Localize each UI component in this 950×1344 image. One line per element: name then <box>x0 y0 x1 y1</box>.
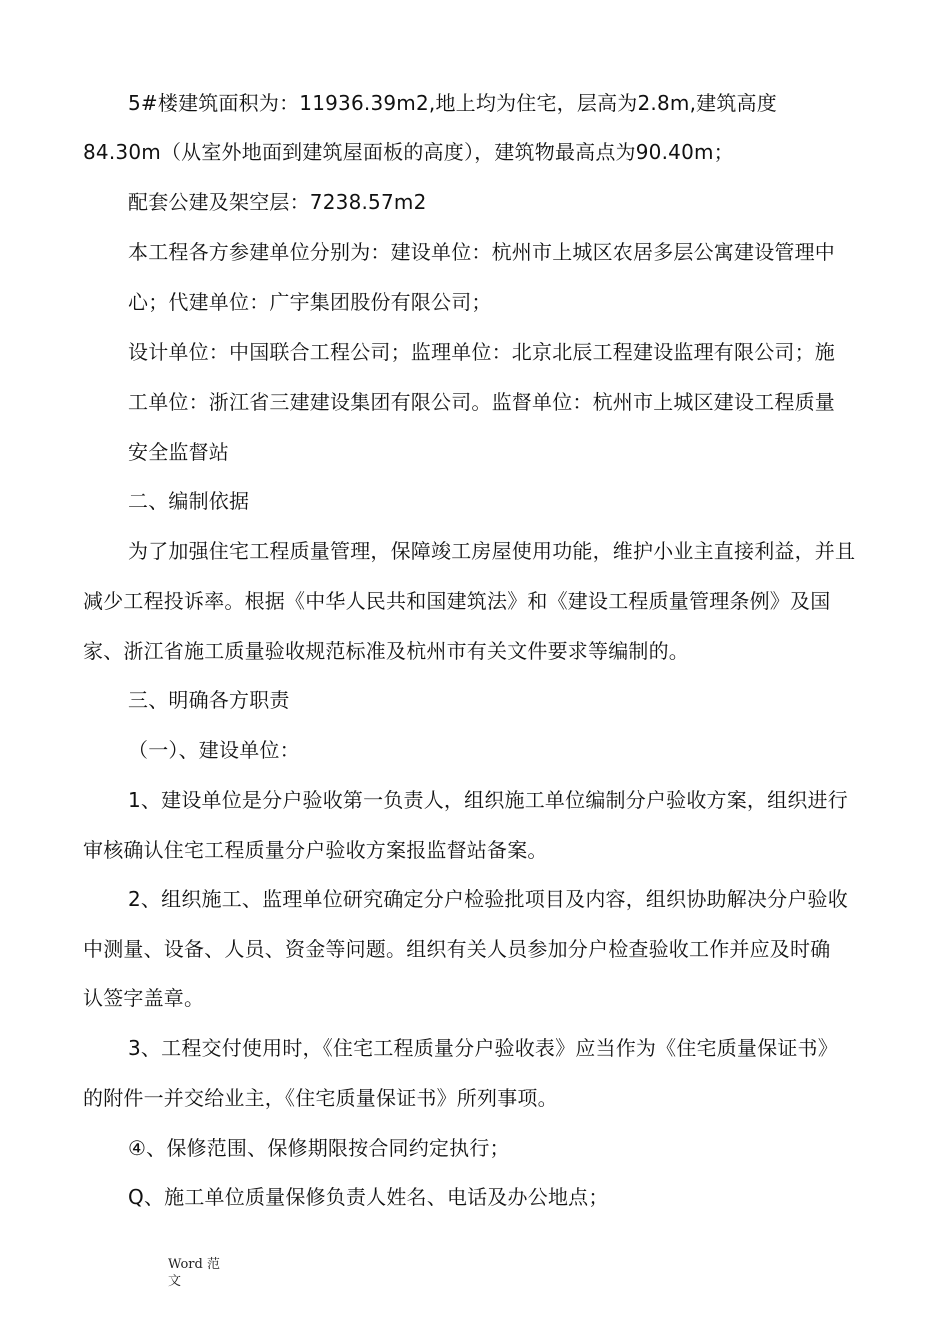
paragraph-line-8: 安全监督站 <box>128 440 229 464</box>
paragraph-line-7: 工单位：浙江省三建建设集团有限公司。监督单位：杭州市上城区建设工程质量 <box>128 390 835 414</box>
paragraph-line-15: 1、建设单位是分户验收第一负责人，组织施工单位编制分户验收方案，组织进行 <box>128 788 848 812</box>
paragraph-line-19: 认签字盖章。 <box>83 986 205 1010</box>
paragraph-line-18: 中测量、设备、人员、资金等问题。组织有关人员参加分户检查验收工作并应及时确 <box>83 937 831 961</box>
paragraph-line-16: 审核确认住宅工程质量分户验收方案报监督站备案。 <box>83 838 548 862</box>
paragraph-line-12: 家、浙江省施工质量验收规范标准及杭州市有关文件要求等编制的。 <box>83 639 689 663</box>
paragraph-line-10: 为了加强住宅工程质量管理，保障竣工房屋使用功能，维护小业主直接利益，并且 <box>128 539 856 563</box>
section-heading-responsibilities: 三、明确各方职责 <box>128 688 290 712</box>
paragraph-line-17: 2、组织施工、监理单位研究确定分户检验批项目及内容，组织协助解决分户验收 <box>128 887 848 911</box>
paragraph-line-3: 配套公建及架空层：7238.57m2 <box>128 190 427 214</box>
page-footer <box>168 1256 228 1290</box>
paragraph-line-11: 减少工程投诉率。根据《中华人民共和国建筑法》和《建设工程质量管理条例》及国 <box>83 589 831 613</box>
paragraph-line-2: 84.30m（从室外地面到建筑屋面板的高度），建筑物最高点为90.40m； <box>83 140 734 164</box>
paragraph-line-5: 心；代建单位：广宇集团股份有限公司； <box>128 290 492 314</box>
section-heading-basis: 二、编制依据 <box>128 489 250 513</box>
footer-line-1: Word 范 <box>168 1257 220 1272</box>
paragraph-line-6: 设计单位：中国联合工程公司；监理单位：北京北辰工程建设监理有限公司；施 <box>128 340 835 364</box>
subsection-heading-owner: （一）、建设单位： <box>128 738 300 762</box>
paragraph-line-21: 的附件一并交给业主，《住宅质量保证书》所列事项。 <box>83 1086 558 1110</box>
footer-line-2: 文 <box>168 1274 182 1289</box>
paragraph-line-4: 本工程各方参建单位分别为：建设单位：杭州市上城区农居多层公寓建设管理中 <box>128 240 835 264</box>
paragraph-line-22: ④、保修范围、保修期限按合同约定执行； <box>128 1136 510 1160</box>
paragraph-line-1: 5#楼建筑面积为：11936.39m2,地上均为住宅，层高为2.8m,建筑高度 <box>128 91 777 115</box>
paragraph-line-20: 3、工程交付使用时，《住宅工程质量分户验收表》应当作为《住宅质量保证书》 <box>128 1036 838 1060</box>
paragraph-line-23: Q、施工单位质量保修负责人姓名、电话及办公地点； <box>128 1185 609 1209</box>
